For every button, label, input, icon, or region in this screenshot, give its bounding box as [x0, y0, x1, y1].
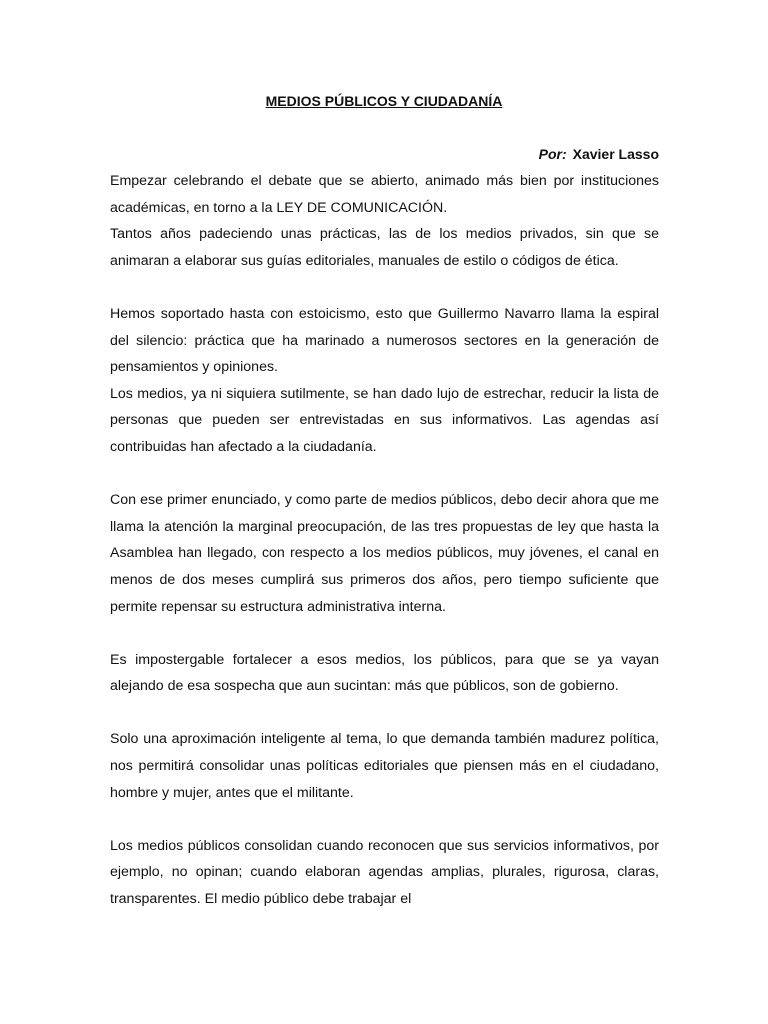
byline — [539, 144, 659, 164]
document-title: MEDIOS PÚBLICOS Y CIUDADANÍA — [265, 93, 503, 109]
paragraph: Empezar celebrando el debate que se abierto, animado más bien por instituciones académicas, en torno a la LEY DE COMUNICACIÓN. — [110, 173, 659, 216]
byline-author: Xavier Lasso — [572, 146, 659, 162]
paragraph: Tantos años padeciendo unas prácticas, las de los medios privados, sin que se animaran a elaborar sus guías editoriales, manuales de estilo o códigos de ética. — [110, 226, 659, 269]
byline-label: Por: — [538, 146, 567, 162]
paragraph: Los medios públicos consolidan cuando reconocen que sus servicios informativos, por ejemplo, no opinan; cuando elaboran agendas amplias, plurales, rigurosa, claras, transparentes. El medio público debe trabajar el — [110, 837, 659, 908]
paragraph: Los medios, ya ni siquiera sutilmente, se han dado lujo de estrechar, reducir la lista de personas que pueden ser entrevistadas en sus informativos. Las agendas así contribuidas han afectado a la ciudadanía. — [110, 385, 659, 455]
paragraph: Con ese primer enunciado, y como parte de medios públicos, debo decir ahora que me llama la atención la marginal preocupación, de las tres propuestas de ley que hasta la Asamblea han llegado, con respecto a los medios públicos, muy jóvenes, el canal en menos de dos meses cumplirá sus primeros dos años, pero tiempo suficiente que permite repensar su estructura administrativa interna. — [110, 492, 659, 615]
paragraph: Hemos soportado hasta con estoicismo, esto que Guillermo Navarro llama la espiral del silencio: práctica que ha marinado a numerosos sectores en la generación de pensamientos y opiniones. — [110, 305, 659, 376]
document-body — [110, 168, 659, 913]
paragraph: Solo una aproximación inteligente al tema, lo que demanda también madurez política, nos permitirá consolidar unas políticas editoriales que piensen más en el ciudadano, hombre y mujer, antes que el militante. — [110, 731, 659, 801]
paragraph: Es impostergable fortalecer a esos medios, los públicos, para que se ya vayan alejando de esa sospecha que aun sucintan: más que públicos, son de gobierno. — [110, 651, 659, 695]
